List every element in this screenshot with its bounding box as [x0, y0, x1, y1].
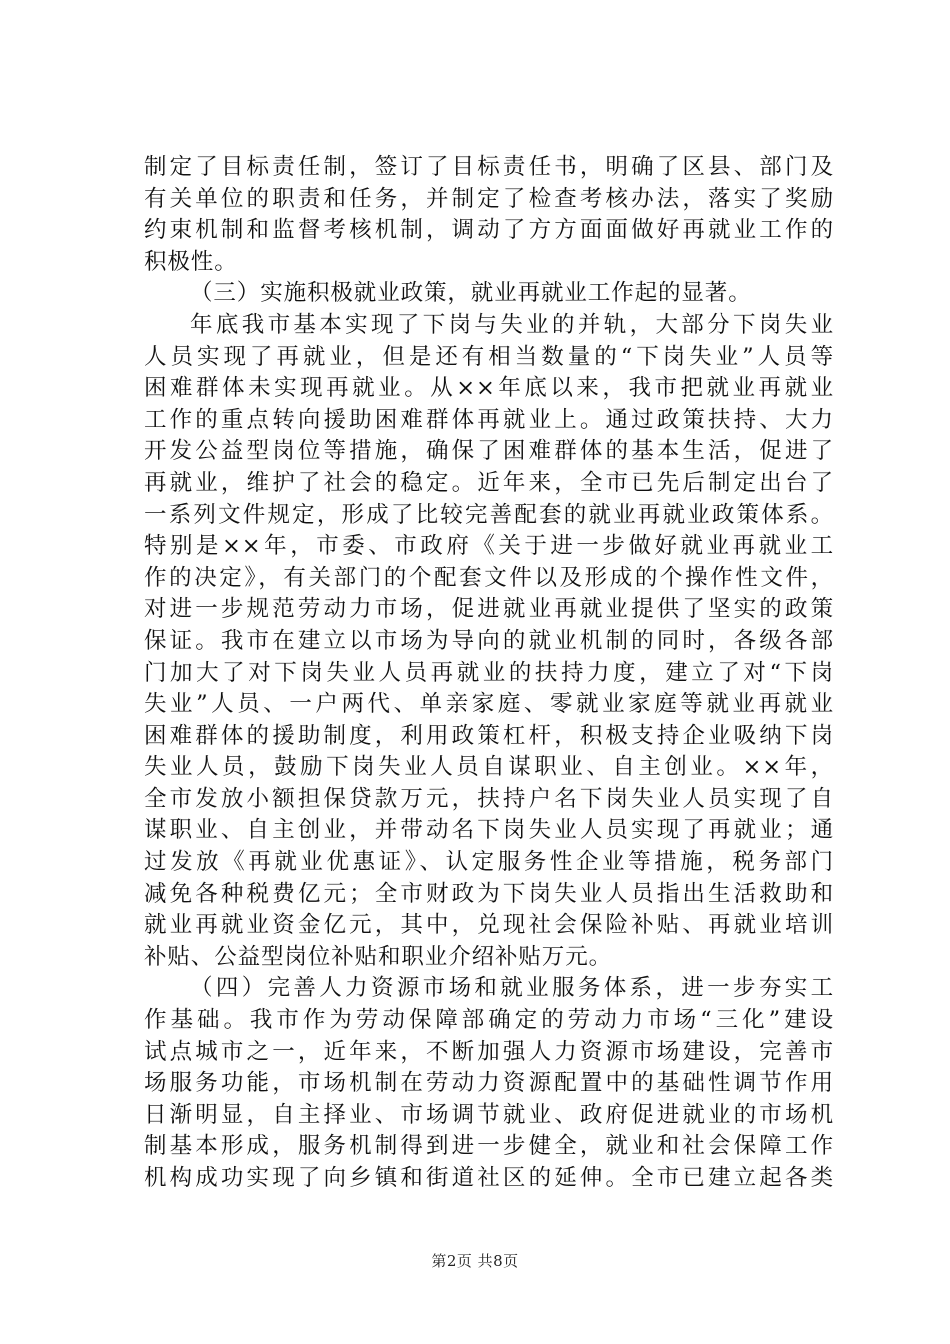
- text-line: 制定了目标责任制，签订了目标责任书，明确了区县、部门及: [144, 154, 834, 180]
- text-line: 保证。我市在建立以市场为导向的就业机制的同时，各级各部: [144, 627, 834, 654]
- text-line: 试点城市之一，近年来，不断加强人力资源市场建设，完善市: [144, 1038, 834, 1065]
- text-line: 再就业，维护了社会的稳定。近年来，全市已先后制定出台了: [144, 469, 834, 496]
- text-line: 日渐明显，自主择业、市场调节就业、政府促进就业的市场机: [144, 1101, 834, 1128]
- text-line: 失业人员，鼓励下岗失业人员自谋职业、自主创业。××年，: [144, 754, 834, 781]
- text-line: 工作的重点转向援助困难群体再就业上。通过政策扶持、大力: [144, 406, 834, 433]
- text-line: 开发公益型岗位等措施，确保了困难群体的基本生活，促进了: [144, 438, 834, 465]
- text-line: 年底我市基本实现了下岗与失业的并轨，大部分下岗失业: [190, 311, 834, 338]
- text-line: 对进一步规范劳动力市场，促进就业再就业提供了坚实的政策: [144, 596, 834, 623]
- text-line: 特别是××年，市委、市政府《关于进一步做好就业再就业工: [144, 533, 834, 560]
- text-line: 困难群体未实现再就业。从××年底以来，我市把就业再就业: [144, 375, 834, 402]
- text-line: 人员实现了再就业，但是还有相当数量的“下岗失业”人员等: [144, 343, 834, 370]
- text-line: 场服务功能，市场机制在劳动力资源配置中的基础性调节作用: [144, 1070, 834, 1097]
- text-line: 积极性。: [144, 248, 238, 275]
- text-line: 约束机制和监督考核机制，调动了方方面面做好再就业工作的: [144, 217, 834, 244]
- text-line: 全市发放小额担保贷款万元，扶持户名下岗失业人员实现了自: [144, 785, 834, 812]
- text-line: 有关单位的职责和任务，并制定了检查考核办法，落实了奖励: [144, 185, 834, 212]
- text-line: 补贴、公益型岗位补贴和职业介绍补贴万元。: [144, 943, 613, 970]
- text-line: 谋职业、自主创业，并带动名下岗失业人员实现了再就业；通: [144, 817, 834, 844]
- section-heading-4: （四）完善人力资源市场和就业服务体系，进一步夯实工: [190, 975, 834, 1002]
- text-line: 一系列文件规定，形成了比较完善配套的就业再就业政策体系。: [144, 501, 834, 528]
- text-line: 作基础。我市作为劳动保障部确定的劳动力市场“三化”建设: [144, 1007, 834, 1034]
- text-line: 过发放《再就业优惠证》、认定服务性企业等措施，税务部门: [144, 849, 834, 876]
- text-line: 作的决定》，有关部门的个配套文件以及形成的个操作性文件，: [144, 564, 834, 591]
- section-heading-3: （三）实施积极就业政策，就业再就业工作起的显著。: [190, 280, 752, 307]
- text-line: 门加大了对下岗失业人员再就业的扶持力度，建立了对“下岗: [144, 659, 834, 686]
- text-line: 困难群体的援助制度，利用政策杠杆，积极支持企业吸纳下岗: [144, 722, 834, 749]
- document-body: [144, 152, 834, 1195]
- text-line: 失业”人员、一户两代、单亲家庭、零就业家庭等就业再就业: [144, 691, 834, 718]
- text-line: 制基本形成，服务机制得到进一步健全，就业和社会保障工作: [144, 1133, 834, 1160]
- page-number-footer: 第2页 共8页: [431, 1252, 519, 1270]
- text-line: 机构成功实现了向乡镇和街道社区的延伸。全市已建立起各类: [144, 1165, 834, 1191]
- text-line: 减免各种税费亿元；全市财政为下岗失业人员指出生活救助和: [144, 880, 834, 907]
- text-line: 就业再就业资金亿元，其中，兑现社会保险补贴、再就业培训: [144, 912, 834, 939]
